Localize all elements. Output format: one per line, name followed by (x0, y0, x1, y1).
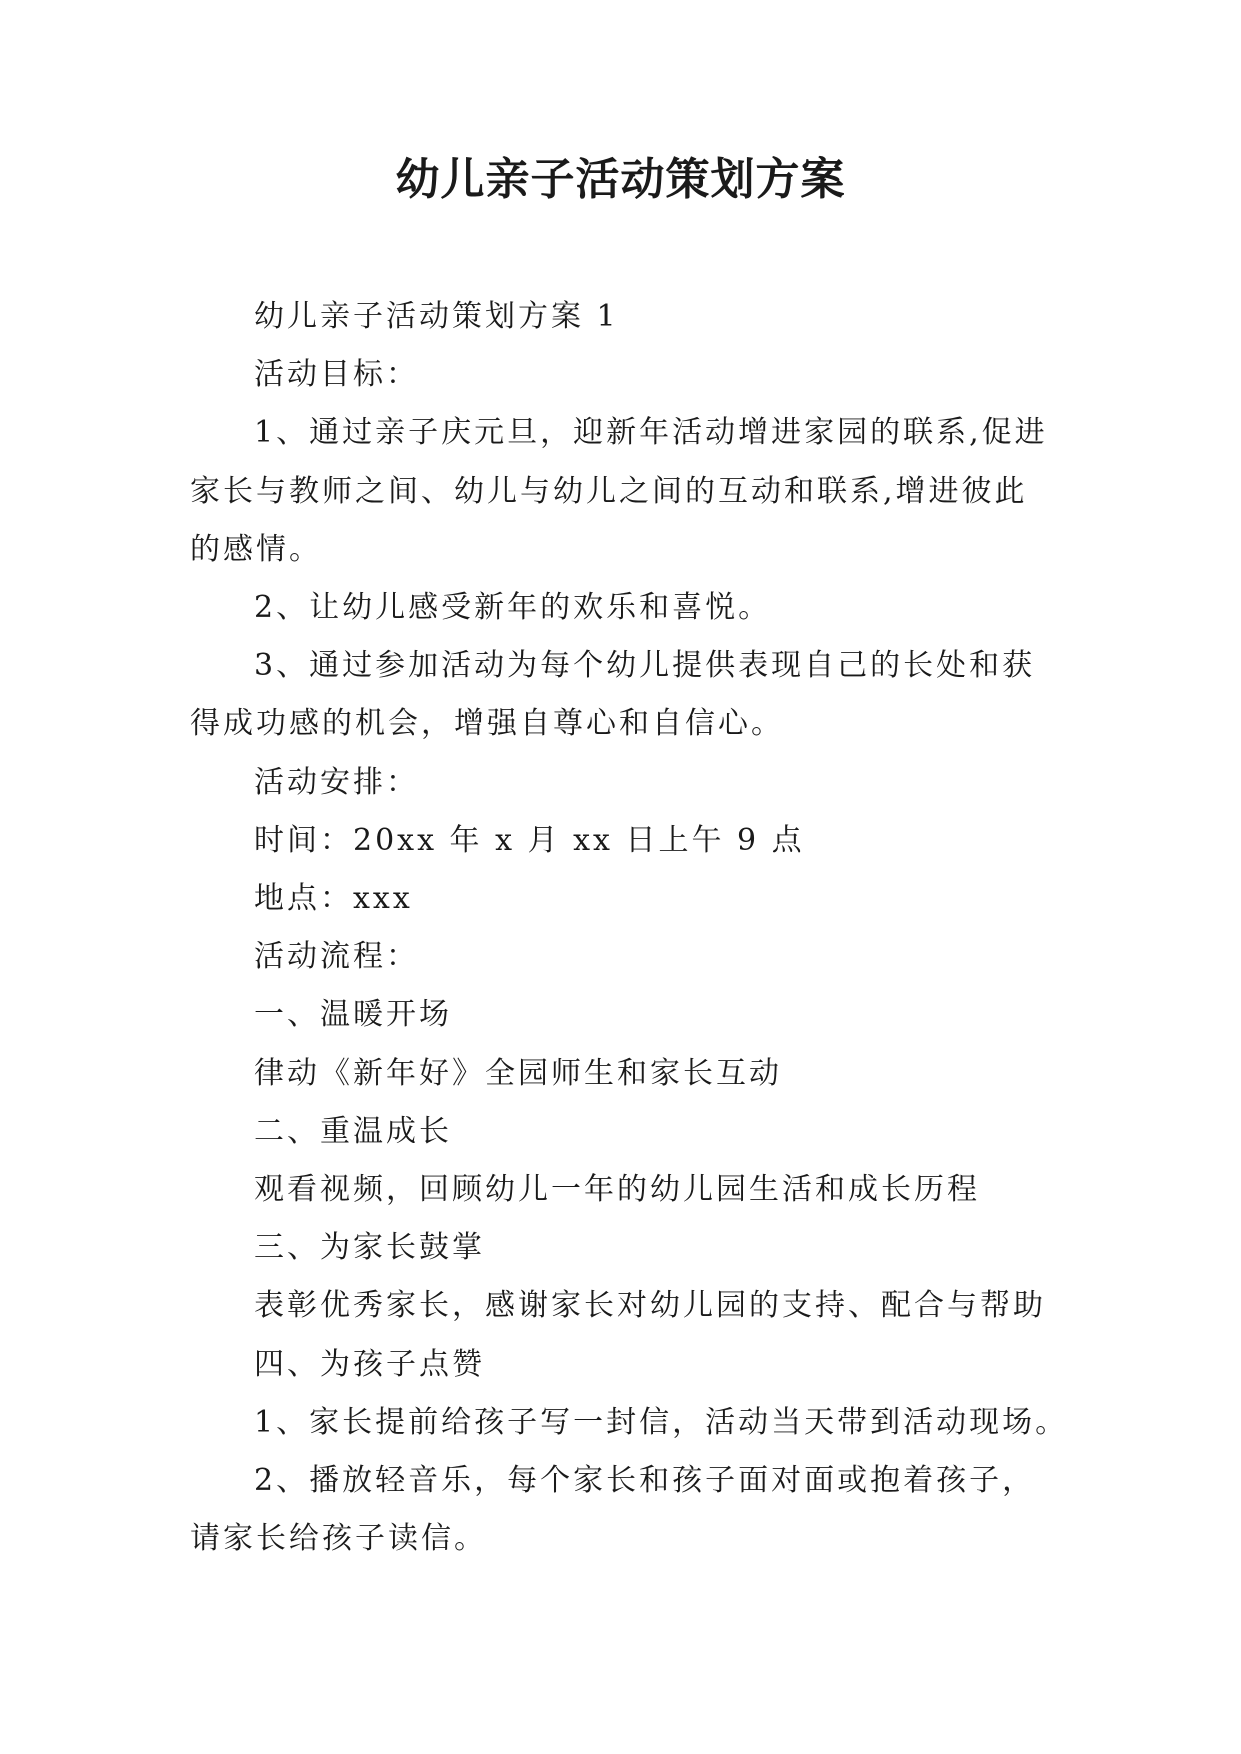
document-title: 幼儿亲子活动策划方案 (395, 154, 846, 205)
paragraph-line: 1、家长提前给孩子写一封信，活动当天带到活动现场。 (254, 1404, 1069, 1440)
paragraph-line: 观看视频，回顾幼儿一年的幼儿园生活和成长历程 (254, 1172, 980, 1208)
paragraph-line: 2、播放轻音乐，每个家长和孩子面对面或抱着孩子， (254, 1463, 1036, 1499)
document-body (190, 288, 1069, 1568)
paragraph-line: 时间：20xx 年 x 月 xx 日上午 9 点 (254, 822, 805, 858)
paragraph-line: 三、为家长鼓掌 (254, 1230, 485, 1266)
paragraph-line: 活动流程： (254, 939, 419, 975)
paragraph-continuation-line: 得成功感的机会，增强自尊心和自信心。 (190, 706, 784, 742)
paragraph-line: 2、让幼儿感受新年的欢乐和喜悦。 (254, 590, 772, 626)
paragraph-line: 活动安排： (254, 764, 419, 800)
paragraph-continuation-line: 家长与教师之间、幼儿与幼儿之间的互动和联系,增进彼此 (190, 473, 1028, 509)
paragraph-line: 四、为孩子点赞 (254, 1346, 485, 1382)
paragraph-line: 活动目标： (254, 357, 419, 393)
paragraph-line: 律动《新年好》全园师生和家长互动 (254, 1055, 782, 1091)
paragraph-line: 3、通过参加活动为每个幼儿提供表现自己的长处和获 (254, 648, 1036, 684)
paragraph-line: 一、温暖开场 (254, 997, 452, 1033)
paragraph-line: 地点：xxx (254, 881, 413, 917)
paragraph-continuation-line: 请家长给孩子读信。 (190, 1521, 487, 1557)
paragraph-line: 幼儿亲子活动策划方案 1 (254, 299, 619, 334)
paragraph-continuation-line: 的感情。 (190, 531, 322, 567)
paragraph-line: 二、重温成长 (254, 1113, 452, 1149)
paragraph-line: 1、通过亲子庆元旦，迎新年活动增进家园的联系,促进 (254, 415, 1048, 451)
paragraph-line: 表彰优秀家长，感谢家长对幼儿园的支持、配合与帮助 (254, 1288, 1046, 1324)
